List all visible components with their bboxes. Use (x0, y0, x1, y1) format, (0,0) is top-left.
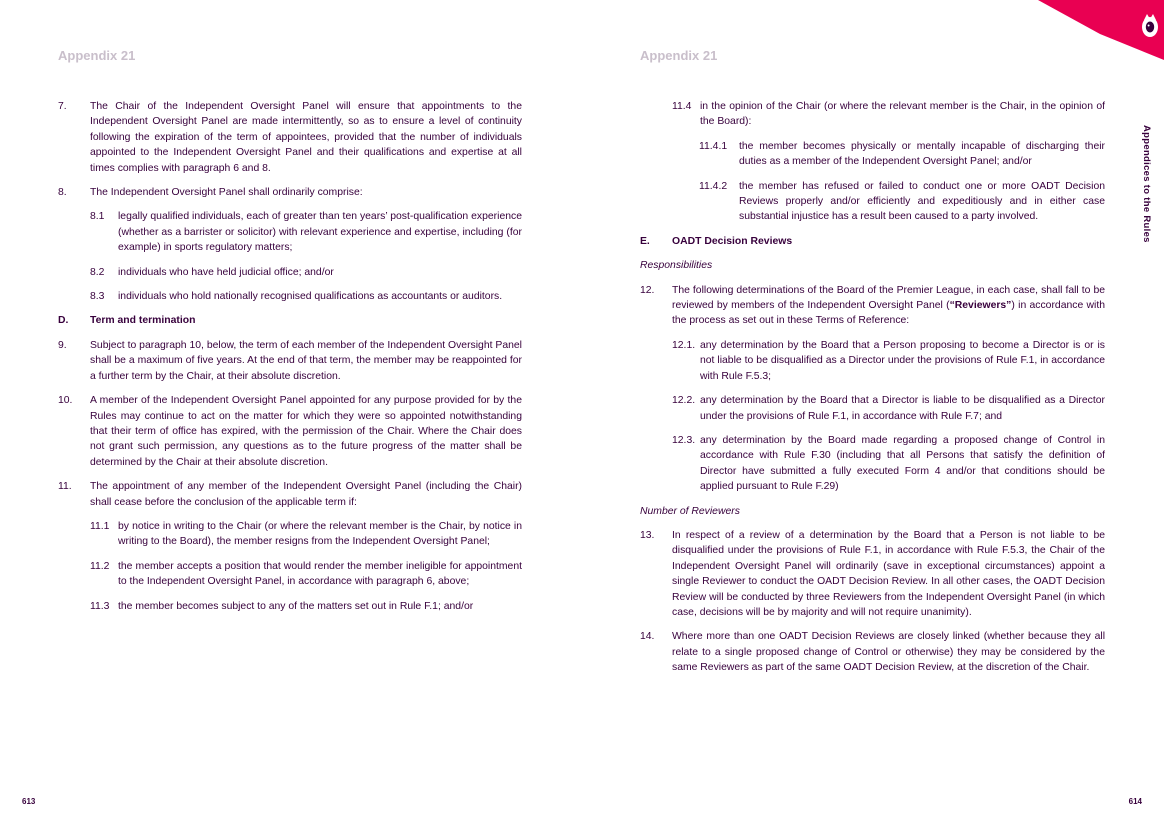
paragraph-11-1 (90, 519, 522, 550)
paragraph-number: 13. (640, 529, 655, 541)
paragraph-number: 8. (58, 187, 67, 199)
paragraph-13 (640, 528, 1105, 620)
paragraph-text: the member becomes subject to any of the matters set out in Rule F.1; and/or (118, 600, 474, 612)
paragraph-number: 12.2. (672, 395, 696, 407)
paragraph-text: Subject to paragraph 10, below, the term of each member of the Independent Oversight Panel shall be a maximum of five years. At the end of that term, the member may be reappointed for a further term by the Chair, at their absolute discretion. (90, 339, 522, 382)
right-content (640, 99, 1105, 685)
paragraph-text-part: ) in accordance with the process as set out in these Terms of Reference: (672, 300, 1106, 327)
paragraph-12-2 (672, 393, 1105, 424)
paragraph-text: any determination by the Board that a Person proposing to become a Director is or is not liable to be disqualified as a Director under the provisions of Rule F.1, in accordance with Rule F.5.3; (700, 339, 1105, 382)
paragraph-14 (640, 629, 1105, 675)
paragraph-text: individuals who hold nationally recognised qualifications as accountants or auditors. (118, 291, 503, 303)
paragraph-number: 11.2 (90, 560, 110, 572)
paragraph-8 (58, 185, 522, 200)
paragraph-11-2 (90, 559, 522, 590)
paragraph-number: 12.3. (672, 434, 696, 446)
paragraph-text: individuals who have held judicial office; and/or (118, 266, 334, 278)
paragraph-text: The Independent Oversight Panel shall ordinarily comprise: (90, 187, 363, 199)
section-title: Term and termination (90, 315, 196, 327)
paragraph-number: 11.4 (672, 101, 692, 112)
paragraph-11 (58, 479, 522, 510)
paragraph-number: 9. (58, 339, 67, 351)
paragraph-text (672, 283, 1105, 329)
paragraph-text: A member of the Independent Oversight Panel appointed for any purpose provided for by the Rules may continue to act on the matter for which they were so appointed notwithstanding that their term of office has expired, with the permission of the Chair. Where the Chair does not grant such permission, any questions as to the future progress of the matter shall be determined by the Chair at their absolute discretion. (90, 395, 522, 468)
page-number: 614 (1128, 797, 1142, 806)
paragraph-text: any determination by the Board that a Director is liable to be disqualified as a Director under the provisions of Rule F.1, in accordance with Rule F.7; and (700, 395, 1105, 422)
side-tab-label: Appendices to the Rules (1141, 125, 1152, 243)
premier-league-banner (1014, 0, 1164, 60)
paragraph-text: the member accepts a position that would render the member ineligible for appointment to the Independent Oversight Panel, in accordance with paragraph 6, above; (118, 560, 522, 588)
paragraph-7 (58, 99, 522, 176)
paragraph-8-2 (90, 265, 522, 280)
paragraph-number: 11.4.1 (699, 140, 728, 152)
section-letter: E. (640, 235, 650, 247)
paragraph-number: 11.1 (90, 520, 110, 532)
paragraph-number: 8.2 (90, 266, 105, 278)
paragraph-11-4-1 (699, 139, 1105, 170)
section-heading-d (58, 313, 522, 328)
page-number: 613 (22, 797, 36, 806)
paragraph-number: 11. (58, 481, 72, 493)
paragraph-text: In respect of a review of a determination by the Board that a Person is not liable to be disqualified under the provisions of Rule F.1, in accordance with Rule F.5.3, the Chair of the Independent Oversight Panel will ordinarily (save in exceptional circumstances) appoint a single Reviewer to conduct the OADT Decision Review. In all other cases, the OADT Decision Review will be conducted by three Reviewers from the Independent Oversight Panel (in which case, decisions will be by majority and will not require unanimity). (672, 529, 1105, 618)
paragraph-number: 14. (640, 631, 655, 643)
paragraph-12 (640, 283, 1105, 329)
paragraph-text: legally qualified individuals, each of greater than ten years’ post-qualification experience (whether as a barrister or solicitor) with relevant experience and expertise, including (for example) in sports regulatory matters; (118, 211, 522, 254)
paragraph-12-1 (672, 338, 1105, 384)
page-title: Appendix 21 (640, 48, 718, 63)
paragraph-number: 10. (58, 395, 73, 407)
subheading-number-of-reviewers: Number of Reviewers (640, 505, 740, 517)
paragraph-11-4-2 (699, 179, 1105, 225)
left-content (58, 99, 522, 623)
paragraph-number: 12.1. (672, 339, 696, 351)
right-page (582, 0, 1164, 826)
paragraph-number: 12. (640, 284, 655, 296)
paragraph-text: in the opinion of the Chair (or where the relevant member is the Chair, in the opinion of the Board): (700, 101, 1105, 128)
paragraph-text-part: The following determinations of the Board of the Premier League, in each case, shall fall to be reviewed by members of the Independent Oversight Panel ( (672, 284, 1105, 312)
paragraph-text: Where more than one OADT Decision Reviews are closely linked (whether because they all relate to a single proposed change of Control or otherwise) they may be considered by the same Reviewers as part of the same OADT Decision Review, at the discretion of the Chair. (672, 631, 1105, 674)
defined-term: “Reviewers” (949, 300, 1012, 312)
paragraph-11-3 (90, 599, 522, 614)
paragraph-10 (58, 393, 522, 470)
paragraph-text: any determination by the Board made regarding a proposed change of Control in accordance with Rule F.30 (including that all Persons that satisfy the definition of Director have submitted a fully executed Form 4 and/or that conditions should be applied pursuant to Rule F.29) (700, 434, 1105, 493)
section-letter: D. (58, 315, 69, 327)
paragraph-11-4 (672, 99, 1105, 130)
paragraph-number: 7. (58, 101, 67, 112)
section-heading-e (640, 234, 1105, 249)
paragraph-9 (58, 338, 522, 384)
page-title: Appendix 21 (58, 48, 136, 63)
paragraph-number: 8.1 (90, 211, 105, 223)
paragraph-12-3 (672, 433, 1105, 495)
subheading-responsibilities: Responsibilities (640, 260, 713, 272)
section-title: OADT Decision Reviews (672, 235, 793, 247)
paragraph-text: The appointment of any member of the Independent Oversight Panel (including the Chair) shall cease before the conclusion of the applicable term if: (90, 481, 522, 508)
paragraph-number: 8.3 (90, 291, 105, 303)
paragraph-number: 11.3 (90, 600, 110, 612)
paragraph-text: the member becomes physically or mentally incapable of discharging their duties as a member of the Independent Oversight Panel; and/or (739, 140, 1105, 168)
paragraph-text: The Chair of the Independent Oversight Panel will ensure that appointments to the Independent Oversight Panel are made intermittently, so as to ensure a level of continuity following the expiration of the term of appointees, provided that the number of individuals appointed to the Independent Oversight Panel and their qualifications and expertise at all times complies with paragraph 6 and 8. (90, 101, 522, 174)
paragraph-text: by notice in writing to the Chair (or where the relevant member is the Chair, by notice in writing to the Board), the member resigns from the Independent Oversight Panel; (118, 520, 522, 548)
paragraph-number: 11.4.2 (699, 180, 728, 192)
paragraph-text: the member has refused or failed to conduct one or more OADT Decision Reviews properly and/or efficiently and expeditiously and in either case substantial injustice has a result been caused to a party involved. (739, 180, 1105, 223)
paragraph-8-1 (90, 209, 522, 255)
paragraph-8-3 (90, 289, 522, 304)
